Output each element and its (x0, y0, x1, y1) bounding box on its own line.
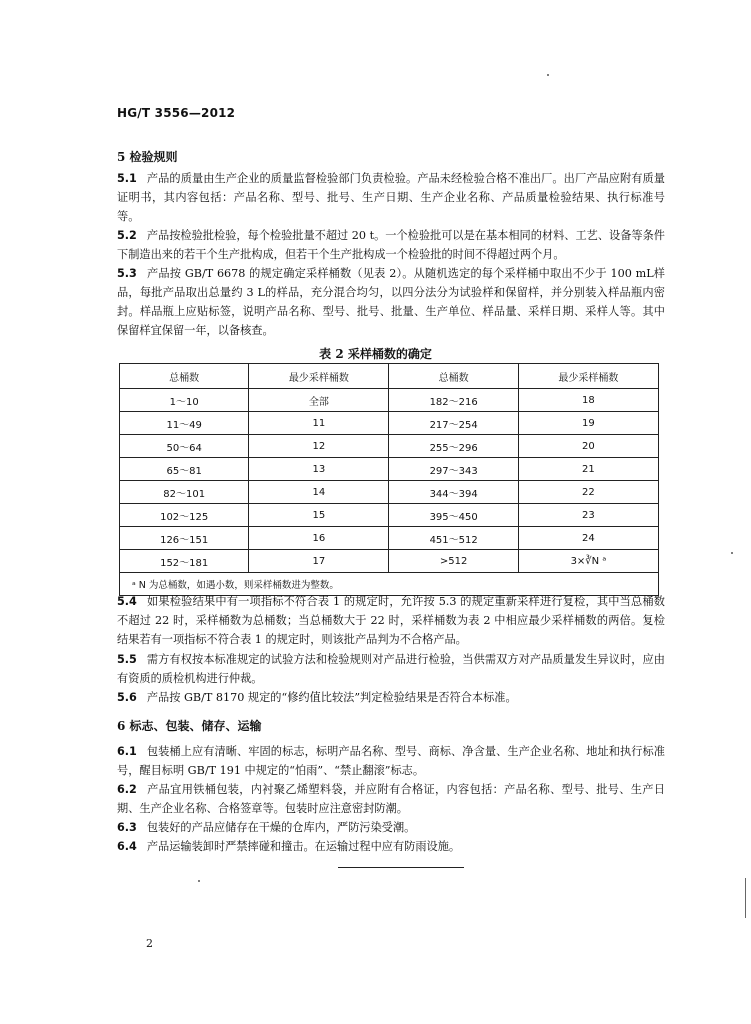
table-cell: 297～343 (389, 458, 518, 481)
header-total-drums: 总桶数 (389, 364, 518, 389)
table-cell: 11～49 (120, 412, 249, 435)
page-number: 2 (146, 937, 153, 950)
table-row (120, 389, 659, 412)
table-cell: 17 (249, 550, 389, 573)
table-cell: 22 (518, 481, 658, 504)
clause-text: 产品按 GB/T 6678 的规定确定采样桶数（见表 2）。从随机选定的每个采样桶中取出不少于 100 mL样品，每批产品取出总量约 3 L的样品，充分混合均匀，以四分法分为试验样和保留样，并分别装入样品瓶内密封。样品瓶上应贴标签，说明产品名称、型号、批号、批量、生产单位、样品量、采样日期、采样人等。其中保留样宜保留一年，以备核查。 (117, 267, 665, 337)
table-cell: 65～81 (120, 458, 249, 481)
table-cell: 255～296 (389, 435, 518, 458)
table-header-row (120, 364, 659, 389)
table-cell: 23 (518, 504, 658, 527)
scan-speck (731, 552, 733, 554)
table-cell: 11 (249, 412, 389, 435)
table-row (120, 527, 659, 550)
table-cell: 18 (518, 389, 658, 412)
table-cell: 24 (518, 527, 658, 550)
table-cell: 182～216 (389, 389, 518, 412)
table-cell: 50～64 (120, 435, 249, 458)
table-cell: 12 (249, 435, 389, 458)
header-min-sample-drums: 最少采样桶数 (518, 364, 658, 389)
clause-number: 6.3 (117, 821, 137, 834)
table-cell: 15 (249, 504, 389, 527)
document-code-header: HG/T 3556—2012 (117, 106, 236, 120)
table-cell: 395～450 (389, 504, 518, 527)
clause-6-4 (117, 837, 665, 856)
clause-5-6 (117, 688, 665, 707)
clause-5-4 (117, 592, 665, 649)
table-row (120, 504, 659, 527)
table-row (120, 481, 659, 504)
clause-text: 产品宜用铁桶包装，内衬聚乙烯塑料袋，并应附有合格证，内容包括：产品名称、型号、批号、生产日期、生产企业名称、合格签章等。包装时应注意密封防潮。 (117, 783, 665, 815)
clause-6-1 (117, 742, 665, 780)
table-cell: 3×∛N ᵃ (518, 550, 658, 573)
table-cell: 102～125 (120, 504, 249, 527)
table-cell: 217～254 (389, 412, 518, 435)
scan-speck (547, 74, 549, 76)
clause-number: 5.6 (117, 691, 137, 704)
clause-number: 6.2 (117, 783, 137, 796)
table-cell: 126～151 (120, 527, 249, 550)
clause-5-1 (117, 169, 665, 226)
clause-5-5 (117, 650, 665, 688)
clause-number: 6.4 (117, 840, 137, 853)
sampling-drums-table (119, 363, 659, 596)
table-cell: 19 (518, 412, 658, 435)
table-cell: 152～181 (120, 550, 249, 573)
section-5-title: 5 检验规则 (117, 150, 178, 164)
clause-number: 5.5 (117, 653, 137, 666)
table-cell: 20 (518, 435, 658, 458)
clause-text: 产品按检验批检验，每个检验批量不超过 20 t。一个检验批可以是在基本相同的材料、工艺、设备等条件下制造出来的若干个生产批构成，但若干个生产批构成一个检验批的时间不得超过两个月。 (117, 229, 665, 261)
clause-number: 5.1 (117, 172, 137, 185)
table-cell: 全部 (249, 389, 389, 412)
clause-6-3 (117, 818, 665, 837)
table-row (120, 412, 659, 435)
table-cell: 14 (249, 481, 389, 504)
table-row (120, 435, 659, 458)
clause-number: 5.2 (117, 229, 137, 242)
clause-text: 需方有权按本标准规定的试验方法和检验规则对产品进行检验，当供需双方对产品质量发生异议时，应由有资质的质检机构进行仲裁。 (117, 653, 665, 685)
table-cell: 82～101 (120, 481, 249, 504)
table-row (120, 458, 659, 481)
clause-text: 产品的质量由生产企业的质量监督检验部门负责检验。产品未经检验合格不准出厂。出厂产品应附有质量证明书，其内容包括：产品名称、型号、批号、生产日期、生产企业名称、产品质量检验结果、执行标准号等。 (117, 172, 665, 223)
table-cell: 16 (249, 527, 389, 550)
header-total-drums: 总桶数 (120, 364, 249, 389)
clause-5-3 (117, 264, 665, 340)
table-cell: 13 (249, 458, 389, 481)
table-2-caption: 表 2 采样桶数的确定 (319, 347, 432, 361)
scan-speck (198, 880, 200, 882)
table-cell: 1～10 (120, 389, 249, 412)
clause-5-2 (117, 226, 665, 264)
clause-text: 如果检验结果中有一项指标不符合表 1 的规定时，允许按 5.3 的规定重新采样进行复检，其中当总桶数不超过 22 时，采样桶数为总桶数；当总桶数大于 22 时，采样桶数为表 2 中相应最少采样桶数的两倍。复检结果若有一项指标不符合表 1 的规定时，则该批产品判为不合格产品。 (117, 595, 665, 646)
end-rule (338, 867, 464, 868)
table-cell: >512 (389, 550, 518, 573)
table-cell: 21 (518, 458, 658, 481)
clause-text: 包装桶上应有清晰、牢固的标志，标明产品名称、型号、商标、净含量、生产企业名称、地址和执行标准号，醒目标明 GB/T 191 中规定的“怕雨”、“禁止翻滚”标志。 (117, 745, 665, 777)
clause-number: 5.3 (117, 267, 137, 280)
clause-number: 6.1 (117, 745, 137, 758)
clause-number: 5.4 (117, 595, 137, 608)
header-min-sample-drums: 最少采样桶数 (249, 364, 389, 389)
section-6-title: 6 标志、包装、储存、运输 (117, 719, 262, 733)
scan-edge-mark (745, 878, 746, 918)
table-cell: 451～512 (389, 527, 518, 550)
clause-text: 包装好的产品应储存在干燥的仓库内，严防污染受潮。 (146, 821, 416, 834)
table-row (120, 550, 659, 573)
clause-6-2 (117, 780, 665, 818)
clause-text: 产品运输装卸时严禁摔碰和撞击。在运输过程中应有防雨设施。 (146, 840, 461, 853)
clause-text: 产品按 GB/T 8170 规定的“修约值比较法”判定检验结果是否符合本标准。 (146, 691, 517, 704)
table-cell: 344～394 (389, 481, 518, 504)
table-footnote: ᵃ N 为总桶数，如遇小数，则采样桶数进为整数。 (120, 573, 659, 596)
